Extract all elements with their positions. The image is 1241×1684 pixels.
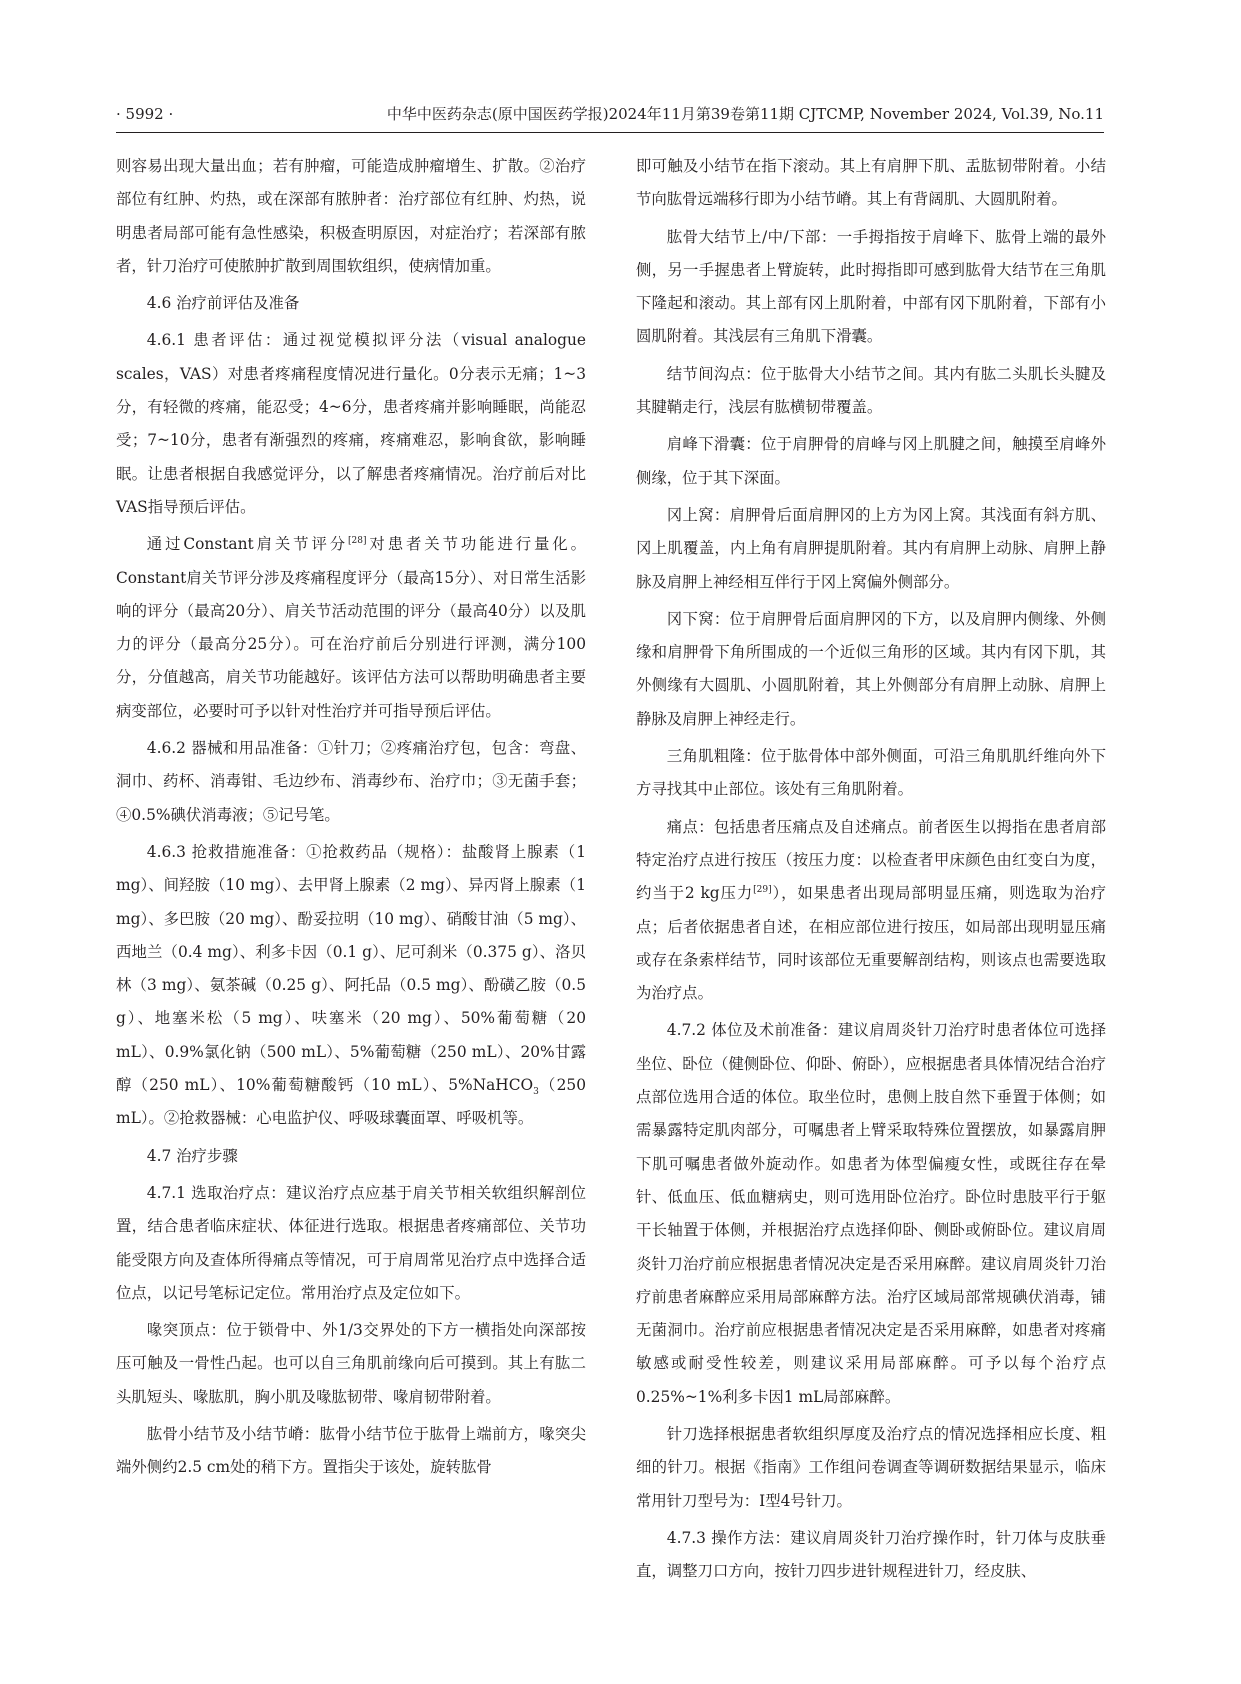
journal-citation: 中华中医药杂志(原中国医药学报)2024年11月第39卷第11期 CJTCMP, November 2024, Vol.39, No.11: [386, 105, 1104, 123]
header-rule: [116, 132, 1104, 133]
paragraph: [116, 836, 586, 1136]
paragraph: 4.6.2 器械和用品准备：①针刀；②疼痛治疗包，包含：弯盘、洞巾、药杯、消毒钳、毛边纱布、消毒纱布、治疗巾；③无菌手套；④0.5%碘伏消毒液；⑤记号笔。: [116, 739, 586, 824]
subscript: 3: [533, 1087, 539, 1098]
paragraph: 肩峰下滑囊：位于肩胛骨的肩峰与冈上肌腱之间，触摸至肩峰外侧缘，位于其下深面。: [636, 435, 1106, 487]
paragraph: 4.6.1 患者评估：通过视觉模拟评分法（visual analogue scales，VAS）对患者疼痛程度情况进行量化。0分表示无痛；1~3分，有轻微的疼痛，能忍受；4~6分，患者疼痛并影响睡眠，尚能忍受；7~10分，患者有渐强烈的疼痛，疼痛难忍，影响食欲，影响睡眠。让患者根据自我感觉评分，以了解患者疼痛情况。治疗前后对比VAS指导预后评估。: [116, 331, 586, 516]
text-run: （250 mL）。②抢救器械：心电监护仪、呼吸球囊面罩、呼吸机等。: [116, 1076, 586, 1128]
paragraph: 4.7.3 操作方法：建议肩周炎针刀治疗操作时，针刀体与皮肤垂直，调整刀口方向，按针刀四步进针规程进针刀，经皮肤、: [636, 1528, 1106, 1581]
section-heading: 4.6 治疗前评估及准备: [146, 294, 300, 313]
page-number: · 5992 ·: [116, 105, 174, 123]
citation-ref: [29]: [753, 885, 772, 896]
paragraph: [636, 811, 1106, 1011]
citation-ref: [28]: [348, 536, 367, 547]
paragraph: 4.7.1 选取治疗点：建议治疗点应基于肩关节相关软组织解剖位置，结合患者临床症状、体征进行选取。根据患者疼痛部位、关节功能受限方向及查体所得痛点等情况，可于肩周常见治疗点中选择合适位点，以记号笔标记定位。常用治疗点及定位如下。: [116, 1183, 586, 1302]
left-column: [116, 150, 586, 1489]
text-run: ），如果患者出现局部明显压痛，则选取为治疗点；后者依据患者自述，在相应部位进行按压，如局部出现明显压痛或存在条索样结节，同时该部位无重要解剖结构，则该点也需要选取为治疗点。: [636, 884, 1106, 1003]
paragraph: 结节间沟点：位于肱骨大小结节之间。其内有肱二头肌长头腱及其腱鞘走行，浅层有肱横韧带覆盖。: [636, 364, 1106, 417]
paragraph: 则容易出现大量出血；若有肿瘤，可能造成肿瘤增生、扩散。②治疗部位有红肿、灼热，或在深部有脓肿者：治疗部位有红肿、灼热，说明患者局部可能有急性感染，积极查明原因，对症治疗；若深部有脓者，针刀治疗可使脓肿扩散到周围软组织，使病情加重。: [116, 157, 586, 275]
paragraph: [116, 528, 586, 728]
section-heading: 4.7 治疗步骤: [146, 1146, 238, 1165]
paragraph: 喙突顶点：位于锁骨中、外1/3交界处的下方一横指处向深部按压可触及一骨性凸起。也可以自三角肌前缘向后可摸到。其上有肱二头肌短头、喙肱肌，胸小肌及喙肱韧带、喙肩韧带附着。: [116, 1321, 586, 1406]
paragraph: 肱骨小结节及小结节嵴：肱骨小结节位于肱骨上端前方，喙突尖端外侧约2.5 cm处的稍下方。置指尖于该处，旋转肱骨: [116, 1424, 586, 1477]
right-column: [636, 150, 1106, 1592]
running-header: [116, 101, 1104, 127]
paragraph: 即可触及小结节在指下滚动。其上有肩胛下肌、盂肱韧带附着。小结节向肱骨远端移行即为小结节嵴。其上有背阔肌、大圆肌附着。: [636, 157, 1106, 209]
paragraph: 4.7.2 体位及术前准备：建议肩周炎针刀治疗时患者体位可选择坐位、卧位（健侧卧位、仰卧、俯卧），应根据患者具体情况结合治疗点部位选用合适的体位。取坐位时，患侧上肢自然下垂置于体侧；如需暴露特定肌肉部分，可嘱患者上臂采取特殊位置摆放，如暴露肩胛下肌可嘱患者做外旋动作。如患者为体型偏瘦女性，或既往存在晕针、低血压、低血糖病史，则可选用卧位治疗。卧位时患肢平行于躯干长轴置于体侧，并根据治疗点选择仰卧、侧卧或俯卧位。建议肩周炎针刀治疗前应根据患者情况决定是否采用麻醉。建议肩周炎针刀治疗前患者麻醉应采用局部麻醉方法。治疗区域局部常规碘伏消毒，铺无菌洞巾。治疗前应根据患者情况决定是否采用麻醉，如患者对疼痛敏感或耐受性较差，则建议采用局部麻醉。可予以每个治疗点0.25%~1%利多卡因1 mL局部麻醉。: [636, 1021, 1106, 1406]
paragraph: 冈下窝：位于肩胛骨后面肩胛冈的下方，以及肩胛内侧缘、外侧缘和肩胛骨下角所围成的一个近似三角形的区域。其内有冈下肌，其外侧缘有大圆肌、小圆肌附着，其上外侧部分有肩胛上动脉、肩胛上静脉及肩胛上神经走行。: [636, 609, 1106, 728]
text-run: 4.6.3 抢救措施准备：①抢救药品（规格）：盐酸肾上腺素（1 mg）、间羟胺（10 mg）、去甲肾上腺素（2 mg）、异丙肾上腺素（1 mg）、多巴胺（20 mg）、酚妥拉明（10 mg）、硝酸甘油（5 mg）、西地兰（0.4 mg）、利多卡因（0.1 g）、尼可刹米（0.375 g）、洛贝林（3 mg）、氨茶碱（0.25 g）、阿托品（0.5 mg）、酚磺乙胺（0.5 g）、地塞米松（5 mg）、呋塞米（20 mg）、50%葡萄糖（20 mL）、0.9%氯化钠（500 mL）、5%葡萄糖（250 mL）、20%甘露醇（250 mL）、10%葡萄糖酸钙（10 mL）、5%NaHCO: [116, 842, 586, 1095]
text-run: 痛点：包括患者压痛点及自述痛点。前者医生以拇指在患者肩部特定治疗点进行按压（按压力度：以检查者甲床颜色由红变白为度，约当于2 kg压力: [636, 817, 1106, 903]
paragraph: 冈上窝：肩胛骨后面肩胛冈的上方为冈上窝。其浅面有斜方肌、冈上肌覆盖，内上角有肩胛提肌附着。其内有肩胛上动脉、肩胛上静脉及肩胛上神经相互伴行于冈上窝偏外侧部分。: [636, 505, 1106, 591]
text-run: 对患者关节功能进行量化。Constant肩关节评分涉及疼痛程度评分（最高15分）、对日常生活影响的评分（最高20分）、肩关节活动范围的评分（最高40分）以及肌力的评分（最高分25分）。可在治疗前后分别进行评测，满分100分，分值越高，肩关节功能越好。该评估方法可以帮助明确患者主要病变部位，必要时可予以针对性治疗并可指导预后评估。: [116, 535, 586, 720]
text-run: 通过Constant肩关节评分: [146, 535, 349, 554]
paragraph: 针刀选择根据患者软组织厚度及治疗点的情况选择相应长度、粗细的针刀。根据《指南》工作组问卷调查等调研数据结果显示，临床常用针刀型号为：Ⅰ型4号针刀。: [636, 1424, 1106, 1510]
paragraph: 肱骨大结节上/中/下部：一手拇指按于肩峰下、肱骨上端的最外侧，另一手握患者上臂旋转，此时拇指即可感到肱骨大结节在三角肌下隆起和滚动。其上部有冈上肌附着，中部有冈下肌附着，下部有小圆肌附着。其浅层有三角肌下滑囊。: [636, 227, 1106, 346]
paragraph: 三角肌粗隆：位于肱骨体中部外侧面，可沿三角肌肌纤维向外下方寻找其中止部位。该处有三角肌附着。: [636, 747, 1106, 799]
